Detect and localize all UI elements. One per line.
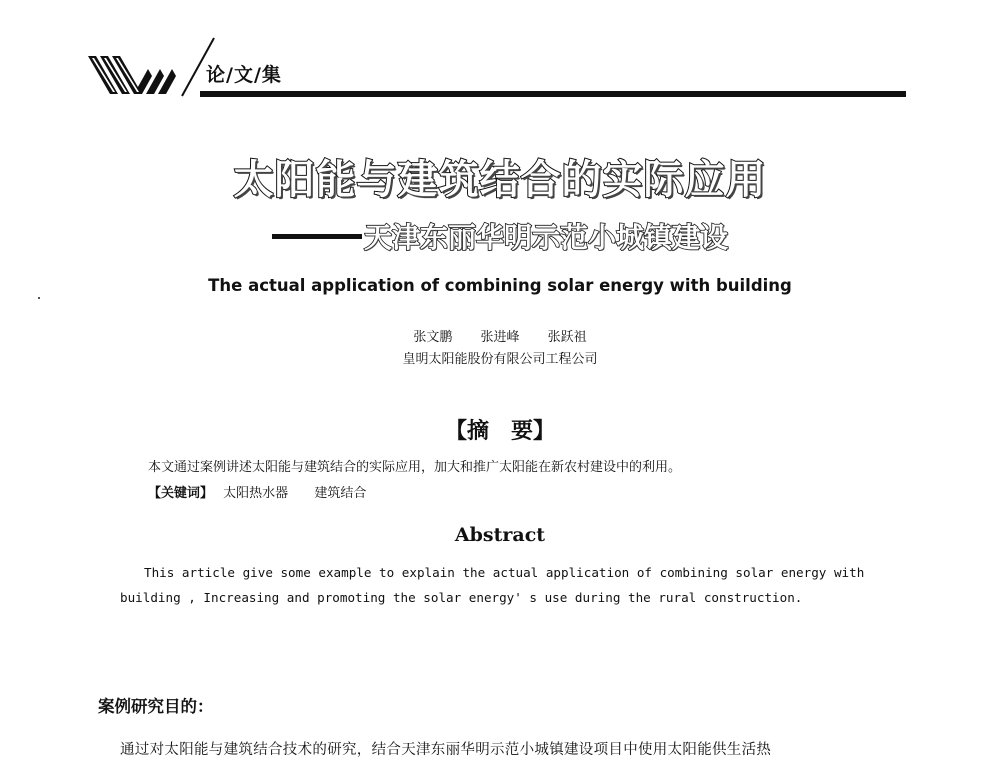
- abstract-text-zh: 本文通过案例讲述太阳能与建筑结合的实际应用，加大和推广太阳能在新农村建设中的利用。: [148, 460, 682, 475]
- paper-subtitle-row: [0, 216, 1000, 256]
- abstract-line: This article give some example to explain the actual application of combining solar energy with: [144, 565, 865, 580]
- keyword: 建筑结合: [314, 486, 367, 501]
- paper-subtitle: 天津东丽华明示范小城镇建设: [363, 221, 728, 254]
- author-affiliation: 皇明太阳能股份有限公司工程公司: [402, 352, 598, 367]
- keywords-label: 【关键词】: [148, 486, 214, 501]
- author-name: 张文鹏: [413, 330, 453, 345]
- section-label: 论/文/集: [206, 64, 282, 86]
- paper-title: 太阳能与建筑结合的实际应用: [233, 157, 767, 203]
- section-heading: 案例研究目的：: [98, 697, 214, 716]
- keywords-line: [148, 482, 388, 501]
- scan-speck: [38, 297, 40, 299]
- author-name: 张进峰: [480, 330, 520, 345]
- abstract-heading-zh: 【摘 要】: [444, 419, 555, 444]
- abstract-line: building , Increasing and promoting the solar energy' s use during the rural construction.: [120, 590, 803, 605]
- author-list: [0, 326, 1000, 345]
- abstract-text-en: [120, 560, 900, 610]
- body-paragraph: 通过对太阳能与建筑结合技术的研究，结合天津东丽华明示范小城镇建设项目中使用太阳能供生活热: [120, 742, 772, 758]
- author-name: 张跃祖: [547, 330, 587, 345]
- keyword: 太阳热水器: [223, 486, 289, 501]
- subtitle-dash: [272, 234, 362, 239]
- header-rule: [200, 91, 906, 97]
- paper-title-english: The actual application of combining solar energy with building: [208, 276, 792, 295]
- abstract-heading-en: Abstract: [454, 524, 546, 546]
